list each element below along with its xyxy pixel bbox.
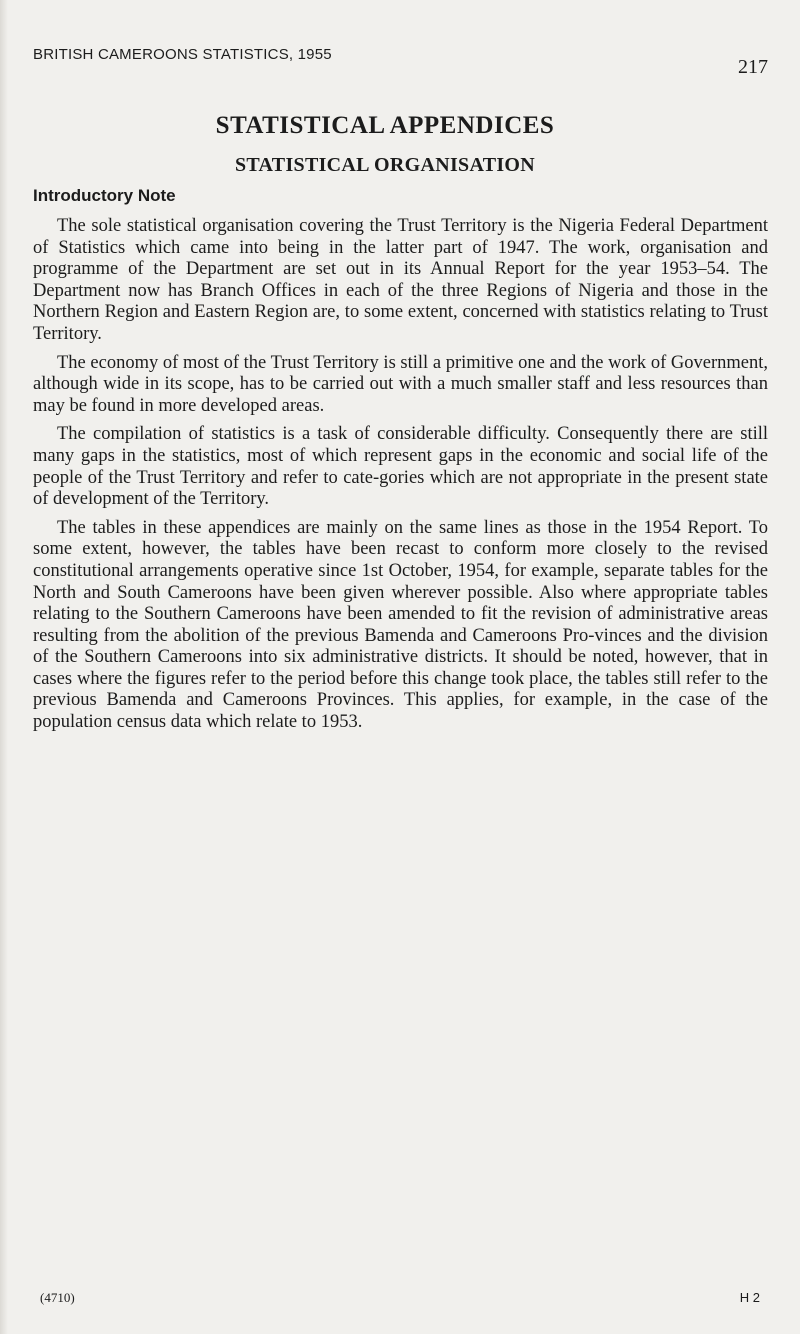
- running-header: [33, 46, 768, 76]
- print-code: (4710): [40, 1290, 75, 1305]
- signature-mark: H 2: [739, 1290, 760, 1305]
- sub-heading: STATISTICAL ORGANISATION: [234, 154, 536, 176]
- paragraph-4: The tables in these appendices are mainly on the same lines as those in the 1954 Report. To some extent, however, the tables have been recast to conform more closely to the revised constitutional arrangements operative since 1st October, 1954, for example, separate tables for the North and South Cameroons have been given wherever possible. Also where appropriate tables relating to the Southern Cameroons have been amended to fit the revision of administrative areas resulting from the abolition of the previous Bamenda and Cameroons Pro-vinces and the division of the Southern Cameroons into six administrative districts. It should be noted, however, that in cases where the figures refer to the period before this change took place, the tables still refer to the previous Bamenda and Cameroons Provinces. This applies, for example, in the case of the population census data which relate to 1953.: [33, 517, 768, 733]
- body-text: [33, 216, 768, 741]
- section-heading: Introductory Note: [33, 186, 176, 205]
- page-margin-shadow: [0, 0, 8, 1334]
- page-number: 217: [738, 56, 768, 78]
- running-title: BRITISH CAMEROONS STATISTICS, 1955: [33, 46, 332, 63]
- paragraph-2: The economy of most of the Trust Territory is still a primitive one and the work of Government, although wide in its scope, has to be carried out with a much smaller staff and less resources than may be found in more developed areas.: [33, 352, 768, 416]
- page-footer: [40, 1290, 760, 1310]
- paragraph-3: The compilation of statistics is a task of considerable difficulty. Consequently there are still many gaps in the statistics, most of which represent gaps in the economic and social life of the people of the Trust Territory and refer to cate-gories which are not appropriate in the present state of development of the Territory.: [33, 424, 768, 510]
- main-heading: STATISTICAL APPENDICES: [215, 112, 555, 139]
- paragraph-1: The sole statistical organisation covering the Trust Territory is the Nigeria Federal Department of Statistics which came into being in the latter part of 1947. The work, organisation and programme of the Department are set out in its Annual Report for the year 1953–54. The Department now has Branch Offices in each of the three Regions of Nigeria and those in the Northern Region and Eastern Region are, to some extent, concerned with statistics relating to Trust Territory.: [33, 216, 768, 344]
